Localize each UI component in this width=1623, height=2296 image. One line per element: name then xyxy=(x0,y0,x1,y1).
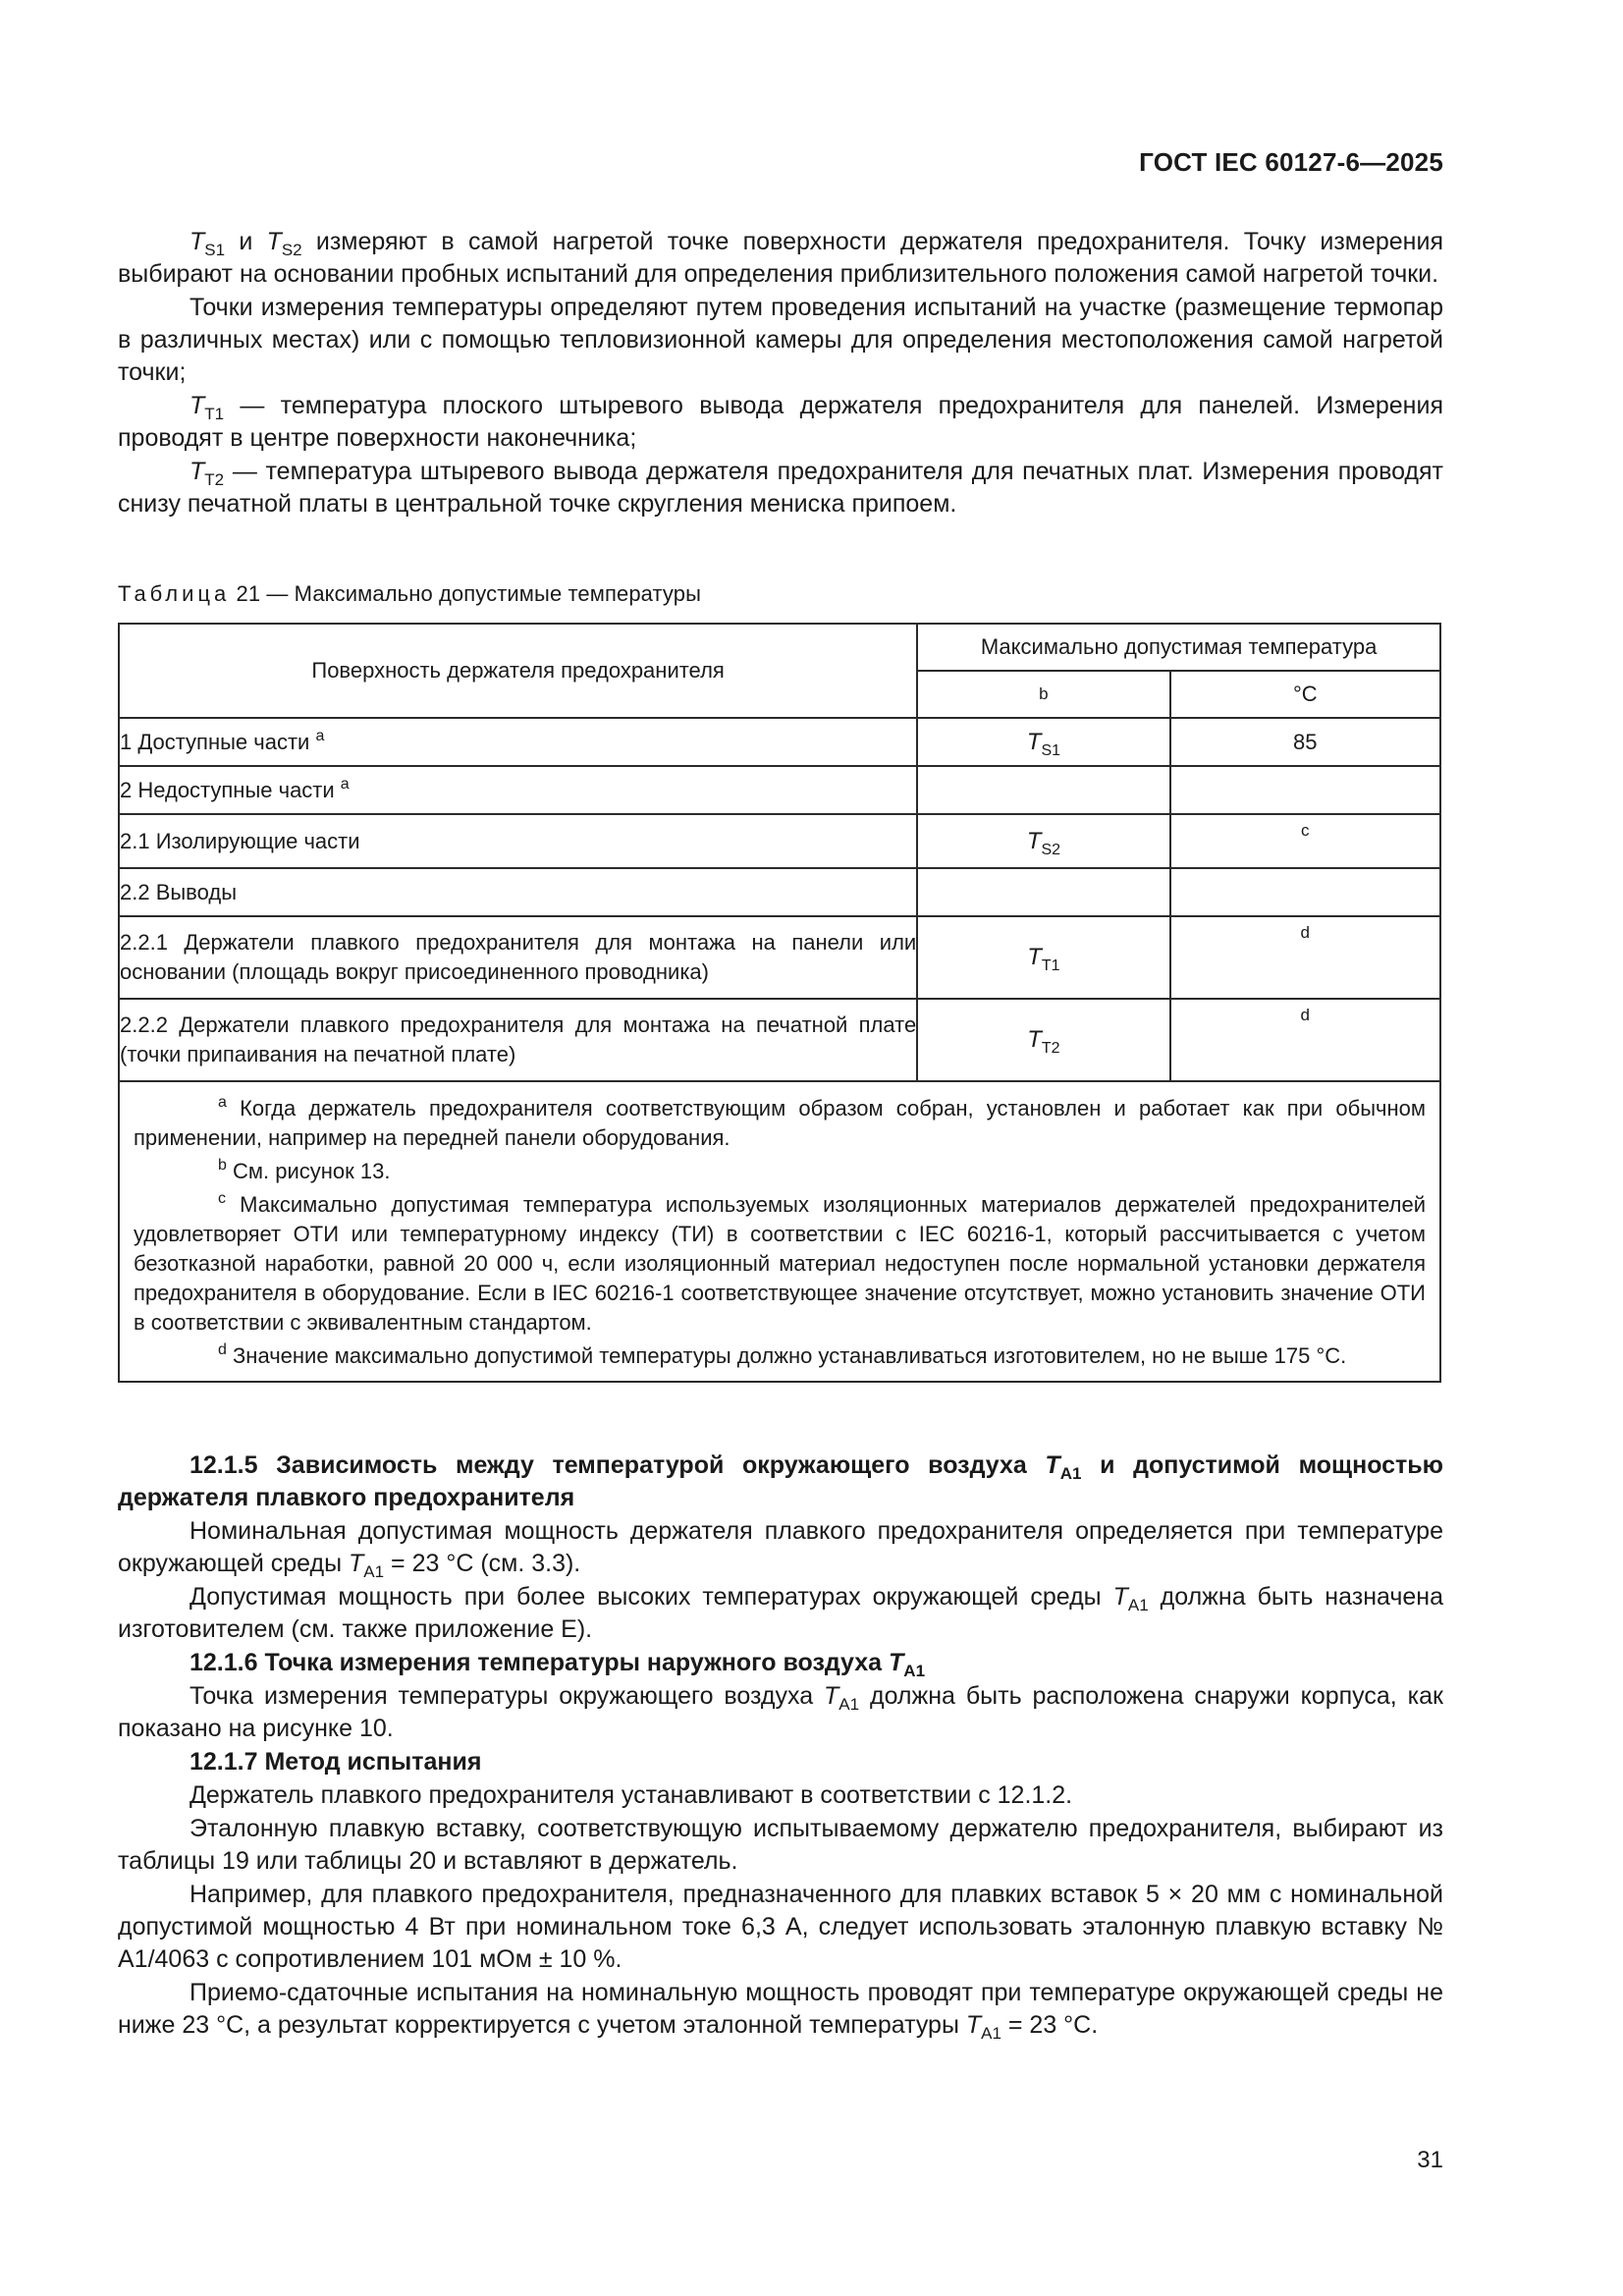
section-12-1-7-paragraph-1: Держатель плавкого предохранителя устанавливают в соответствии с 12.1.2. xyxy=(189,1781,1073,1809)
sections-text xyxy=(118,1449,1443,2042)
row-label: 2.1 Изолирующие части xyxy=(119,814,917,868)
row-label: 2 Недоступные части $^a$ xyxy=(119,766,917,814)
section-12-1-7-paragraph-2: Эталонную плавкую вставку, соответствующую испытываемому держателю предохранителя, выбирают из таблицы 19 или таблицы 20 и вставляют в держатель. xyxy=(118,1815,1443,1875)
section-12-1-5-paragraph-2: Допустимая мощность при более высоких температурах окружающей среды $T_{A1}$ должна быть назначена изготовителем (см. также приложение Е). xyxy=(118,1583,1443,1643)
section-12-1-5-heading: 12.1.5 Зависимость между температурой окружающего воздуха $T_{A1}$ и допустимой мощностью держателя плавкого предохранителя xyxy=(118,1451,1443,1511)
table-caption: Таблица 21 — Максимально допустимые температуры xyxy=(118,581,702,606)
intro-paragraph-2: Точки измерения температуры определяют путем проведения испытаний на участке (размещение термопар в различных местах) или с помощью тепловизионной камеры для определения местоположения самой нагретой точки; xyxy=(118,294,1443,386)
table-row xyxy=(119,718,1440,766)
row-label: 2.2 Выводы xyxy=(119,868,917,916)
table-note-c: $^c$ Максимально допустимая температура используемых изоляционных материалов держателей предохранителей удовлетворяет ОТИ или температурному индексу (ТИ) в соответствии с IEC 60216-1, который рассчитывается с учетом безотказной наработки, равной 20 000 ч, если изоляционный материал недоступен после нормальной установки держателя предохранителя в оборудование. Если в IEC 60216-1 соответствующее значение отсутствует, можно установить значение ОТИ в соответствии с эквивалентным стандартом. xyxy=(134,1190,1426,1335)
row-value: 85 xyxy=(1170,718,1440,766)
table-row xyxy=(119,766,1440,814)
row-value-note: d xyxy=(1170,999,1440,1081)
row-value xyxy=(1170,868,1440,916)
max-temperature-table xyxy=(118,623,1441,1383)
header-unit-column: °С xyxy=(1170,671,1440,718)
page-number: 31 xyxy=(1417,2147,1443,2173)
section-12-1-6-paragraph-1: Точка измерения температуры окружающего воздуха $T_{A1}$ должна быть расположена снаружи корпуса, как показано на рисунке 10. xyxy=(118,1682,1443,1742)
section-12-1-6-heading: 12.1.6 Точка измерения температуры наружного воздуха $T_{A1}$ xyxy=(189,1649,926,1680)
table-row xyxy=(119,814,1440,868)
table-note-b: $^b$ См. рисунок 13. xyxy=(218,1157,391,1183)
row-value xyxy=(1170,766,1440,814)
row-symbol: $T_{S1}$ xyxy=(917,718,1169,766)
row-value-note: d xyxy=(1170,916,1440,999)
table-notes xyxy=(119,1081,1440,1382)
row-label: 2.2.1 Держатели плавкого предохранителя для монтажа на панели или основании (площадь вокруг присоединенного проводника) xyxy=(119,916,917,999)
row-symbol xyxy=(917,868,1169,916)
table-notes-row xyxy=(119,1081,1440,1382)
table-row xyxy=(119,916,1440,999)
table-row xyxy=(119,868,1440,916)
intro-paragraph-4: $T_{T2}$ — температура штыревого вывода держателя предохранителя для печатных плат. Измерения проводят снизу печатной платы в центральной точке скругления мениска припоем. xyxy=(118,458,1443,518)
header-max-temperature: Максимально допустимая температура xyxy=(917,624,1440,671)
intro-text xyxy=(118,226,1443,520)
row-label: 1 Доступные части $^a$ xyxy=(119,718,917,766)
row-symbol xyxy=(917,766,1169,814)
table-note-d: $^d$ Значение максимально допустимой температуры должно устанавливаться изготовителем, но не выше 175 °С. xyxy=(218,1341,1347,1368)
row-symbol: $T_{S2}$ xyxy=(917,814,1169,868)
row-label: 2.2.2 Держатели плавкого предохранителя для монтажа на печатной плате (точки припаивания на печатной плате) xyxy=(119,999,917,1081)
section-12-1-7-paragraph-4: Приемо-сдаточные испытания на номинальную мощность проводят при температуре окружающей среды не ниже 23 °С, а результат корректируется с учетом эталонной температуры $T_{A1} = 23$ °С. xyxy=(118,1979,1443,2043)
intro-paragraph-3: $T_{T1}$ — температура плоского штыревого вывода держателя предохранителя для панелей. Измерения проводят в центре поверхности наконечника; xyxy=(118,392,1443,452)
section-12-1-5-paragraph-1: Номинальная допустимая мощность держателя плавкого предохранителя определяется при температуре окружающей среды $T_{A1} = 23$ °С (см. 3.3). xyxy=(118,1517,1443,1581)
row-value-note: c xyxy=(1170,814,1440,868)
header-symbol-column: b xyxy=(917,671,1169,718)
section-12-1-7-heading: 12.1.7 Метод испытания xyxy=(189,1748,482,1776)
table-header-row xyxy=(119,624,1440,671)
row-symbol: $T_{T1}$ xyxy=(917,916,1169,999)
intro-paragraph-1: $T_{S1}$ и $T_{S2}$ измеряют в самой нагретой точке поверхности держателя предохранителя. Точку измерения выбирают на основании пробных испытаний для определения приблизительного положения самой нагретой точки. xyxy=(118,228,1443,288)
header-surface: Поверхность держателя предохранителя xyxy=(119,624,917,718)
section-12-1-7-paragraph-3: Например, для плавкого предохранителя, предназначенного для плавких вставок 5 × 20 мм с номинальной допустимой мощностью 4 Вт при номинальном токе 6,3 А, следует использовать эталонную плавкую вставку № А1/4063 с сопротивлением 101 мОм ± 10 %. xyxy=(118,1881,1443,1973)
table-row xyxy=(119,999,1440,1081)
table-note-a: $^a$ Когда держатель предохранителя соответствующим образом собран, установлен и работает как при обычном применении, например на передней панели оборудования. xyxy=(134,1094,1426,1150)
row-symbol: $T_{T2}$ xyxy=(917,999,1169,1081)
document-code: ГОСТ IEC 60127-6—2025 xyxy=(1139,147,1443,177)
